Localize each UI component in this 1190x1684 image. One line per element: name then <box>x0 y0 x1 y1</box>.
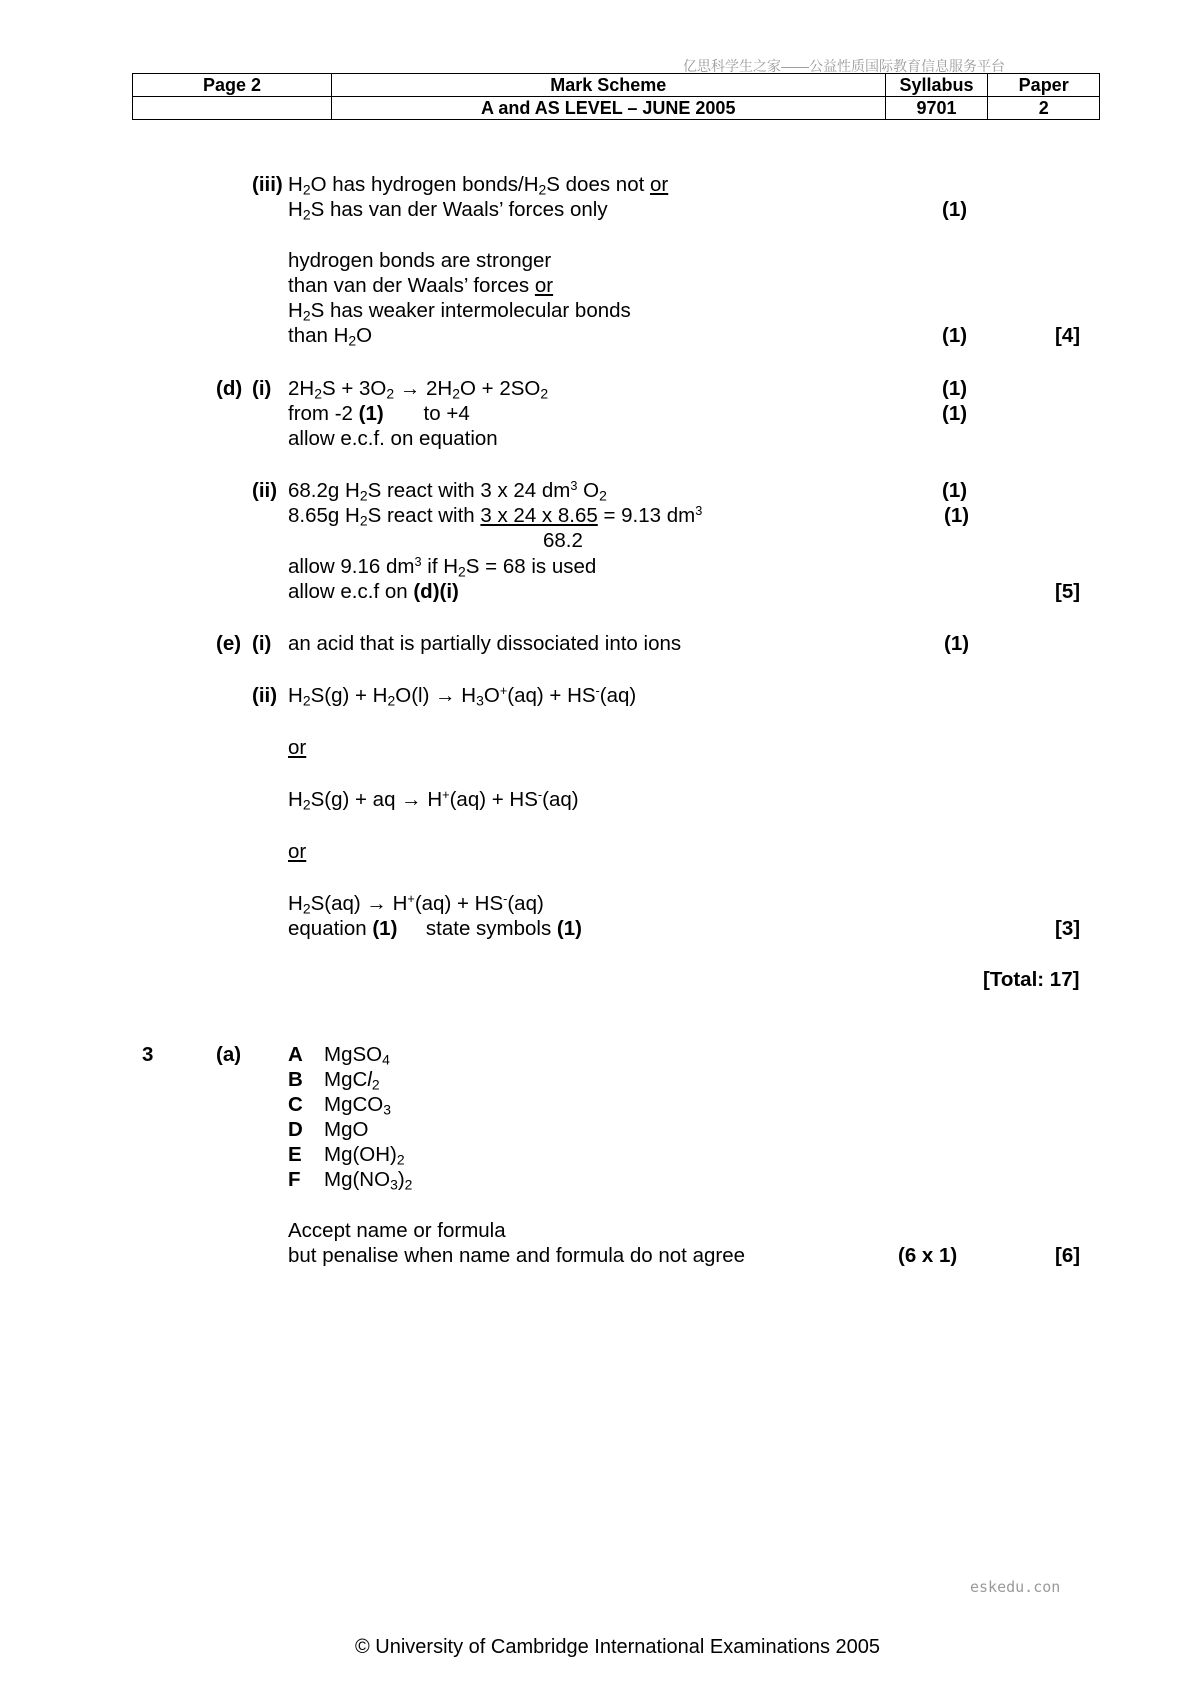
mark-d2-2: (1) <box>944 504 970 527</box>
watermark-text: 亿思科学生之家——公益性质国际教育信息服务平台 <box>683 58 1005 74</box>
total-e: [3] <box>1055 917 1081 940</box>
paper-label: Paper <box>988 74 1100 97</box>
d2-line-3: allow 9.16 $dm^3$ if $H_2S = 68$ is used <box>288 554 597 580</box>
or-2: or <box>288 840 307 863</box>
compound-e: E $Mg(OH)_2$ <box>288 1143 405 1168</box>
syllabus-label: Syllabus <box>885 74 988 97</box>
mark-c3-1: (1) <box>942 198 968 221</box>
label-3a: (a) <box>216 1043 242 1066</box>
c3-line-4: than van der Waals’ forces or <box>288 274 554 297</box>
total-q3: [6] <box>1055 1244 1081 1267</box>
question-3-number: 3 <box>142 1043 154 1066</box>
label-iii: (iii) <box>252 173 283 196</box>
c3-line-1: $H_2O$ has hydrogen bonds/$H_2S$ does not or <box>288 173 669 198</box>
e2-marking: equation (1) state symbols (1) <box>288 917 582 940</box>
mark-d1-2: (1) <box>942 402 968 425</box>
doc-title: Mark Scheme <box>331 74 885 97</box>
copyright-footer: © University of Cambridge International Examinations 2005 <box>355 1636 880 1658</box>
total-d: [5] <box>1055 580 1081 603</box>
paper-number: 2 <box>988 97 1100 120</box>
q3-accept-note: Accept name or formula <box>288 1219 506 1242</box>
mark-d1-1: (1) <box>942 377 968 400</box>
or-1: or <box>288 736 307 759</box>
mark-q3: (6 x 1) <box>898 1244 958 1267</box>
d2-line-4: allow e.c.f on (d)(i) <box>288 580 459 603</box>
page-label: Page 2 <box>133 74 332 97</box>
compound-d: D MgO <box>288 1118 369 1141</box>
e2-equation-3: $H_2S(aq) \to H^+(aq) + HS^-(aq)$ <box>288 891 544 917</box>
site-watermark: eskedu.con <box>970 1578 1061 1596</box>
q3-penalise-note: but penalise when name and formula do not agree <box>288 1244 746 1267</box>
label-d: (d) <box>216 377 243 400</box>
header-table <box>132 73 1100 120</box>
label-e-i: (i) <box>252 632 272 655</box>
label-d-i: (i) <box>252 377 272 400</box>
page-blank <box>133 97 332 120</box>
compound-c: C MgCO$_3$ <box>288 1093 391 1118</box>
e2-equation-1: $H_2S(g) + H_2O(l) \to H_3O^+(aq) + HS^-(aq)$ <box>288 683 637 709</box>
syllabus-code: 9701 <box>885 97 988 120</box>
label-e-ii: (ii) <box>252 684 278 707</box>
c3-line-2: $H_2S$ has van der Waals’ forces only <box>288 198 608 223</box>
label-e: (e) <box>216 632 242 655</box>
c3-line-6: than $H_2O$ <box>288 324 373 349</box>
d1-ecf: allow e.c.f. on equation <box>288 427 498 450</box>
compound-f: F $Mg(NO_3)_2$ <box>288 1168 413 1193</box>
d2-line-2: 8.65g $H_2S$ react with 3 x 24 x 8.65 = 9.13 $dm^3$ <box>288 503 703 529</box>
d2-line-1: 68.2g $H_2S$ react with 3 x 24 $dm^3$ $O_2$ <box>288 478 607 504</box>
e1-definition: an acid that is partially dissociated into ions <box>288 632 682 655</box>
c3-line-3: hydrogen bonds are stronger <box>288 249 552 272</box>
d1-equation: $2H_2S + 3O_2 \to 2H_2O + 2SO_2$ <box>288 377 549 402</box>
e2-equation-2: $H_2S(g)$ + aq → H+(aq) + HS-(aq) <box>288 787 579 813</box>
exam-level: A and AS LEVEL – JUNE 2005 <box>331 97 885 120</box>
total-c: [4] <box>1055 324 1081 347</box>
compound-a: A MgSO$_4$ <box>288 1043 390 1068</box>
d1-oxidation: from -2 (1) to +4 <box>288 402 470 425</box>
label-d-ii: (ii) <box>252 479 278 502</box>
d2-denominator: 68.2 <box>543 529 583 552</box>
question-total: [Total: 17] <box>983 968 1080 991</box>
mark-e1: (1) <box>944 632 970 655</box>
mark-d2-1: (1) <box>942 479 968 502</box>
mark-c3-2: (1) <box>942 324 968 347</box>
c3-line-5: $H_2S$ has weaker intermolecular bonds <box>288 299 631 324</box>
compound-b: B MgCl$_2$ <box>288 1068 380 1093</box>
